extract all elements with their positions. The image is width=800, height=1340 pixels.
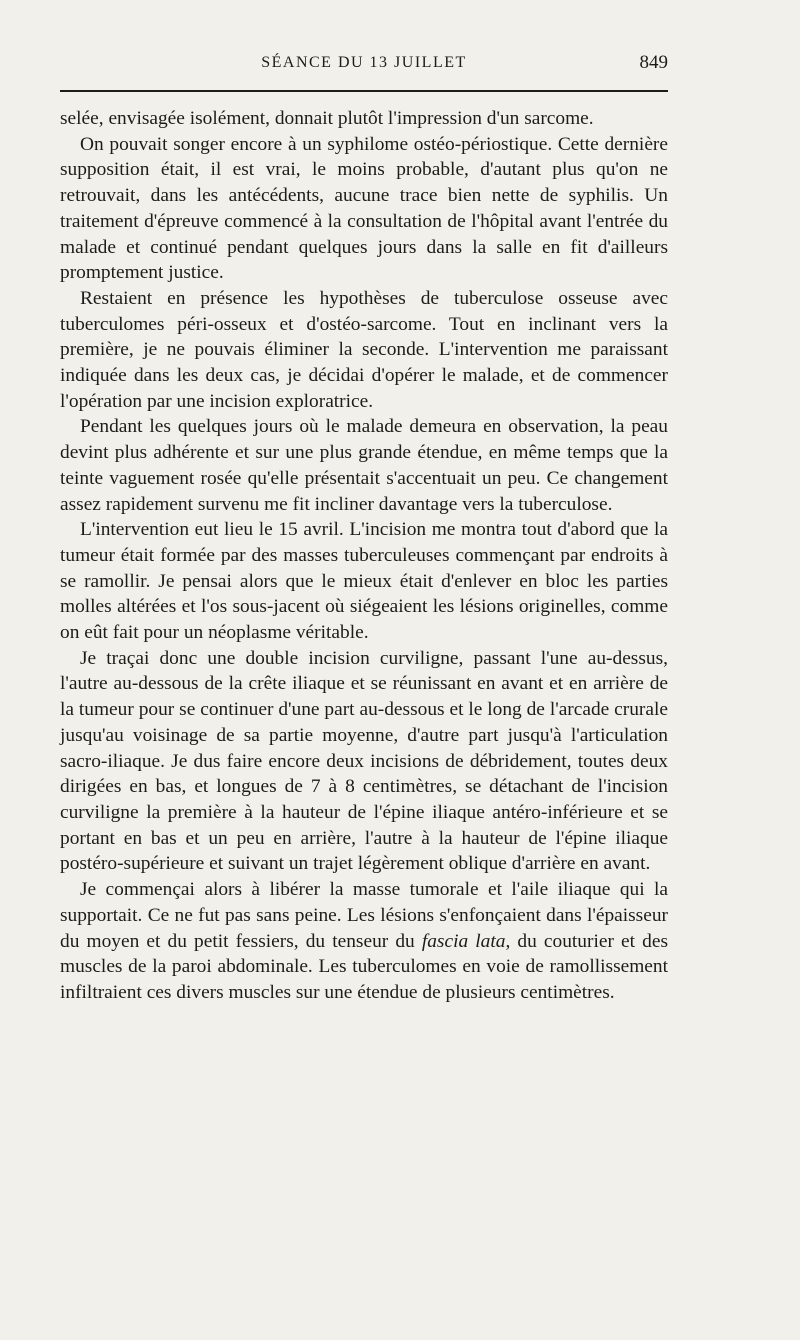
page-number: 849 — [639, 52, 668, 73]
paragraph-continuation: selée, envisagée isolément, donnait plutôt l'impression d'un sarcome. — [60, 108, 594, 129]
paragraph-hypotheses: Restaient en présence les hypothèses de tuberculose osseuse avec tuberculomes péri-osseux et d'ostéo-sarcome. Tout en inclinant vers la première, je ne pouvais éliminer la seconde. L'intervention me paraissant indiquée dans les deux cas, je décidai d'opérer le malade, et de commencer l'opération par une incision exploratrice. — [60, 287, 668, 412]
paragraph-observation: Pendant les quelques jours où le malade demeura en observation, la peau devint plus adhérente et sur une plus grande étendue, en même temps que la teinte vaguement rosée qu'elle présentait s'accentuait un peu. Ce changement assez rapidement survenu me fit incliner davantage vers la tuberculose. — [60, 416, 668, 515]
header-rule — [60, 90, 668, 92]
paragraph-intervention: L'intervention eut lieu le 15 avril. L'incision me montra tout d'abord que la tumeur était formée par des masses tuberculeuses commençant par endroits à se ramollir. Je pensai alors que le mieux était d'enlever en bloc les parties molles altérées et l'os sous-jacent où siégeaient les lésions originelles, comme on eût fait pour un néoplasme véritable. — [60, 519, 668, 644]
paragraph-incision: Je traçai donc une double incision curviligne, passant l'une au-dessus, l'autre au-dessous de la crête iliaque et se réunissant en avant et en arrière de la tumeur pour se continuer d'une part au-dessous et le long de l'arcade crurale jusqu'au voisinage de sa partie moyenne, d'autre part jusqu'à l'articulation sacro-iliaque. Je dus faire encore deux incisions de débridement, toutes deux dirigées en bas, et longues de 7 à 8 centimètres, se détachant de l'incision curviligne la première à la hauteur de l'épine iliaque antéro-inférieure et se portant en bas et un peu en arrière, l'autre à la hauteur de l'épine iliaque postéro-supérieure et suivant un trajet légèrement oblique d'arrière en avant. — [60, 647, 668, 875]
page-header — [60, 44, 668, 80]
fascia-lata-term: fascia lata — [421, 930, 506, 952]
paragraph-syphilome: On pouvait songer encore à un syphilome ostéo-périostique. Cette dernière supposition était, il est vrai, le moins probable, d'autant plus qu'on ne retrouvait, dans les antécédents, aucune trace bien nette de syphilis. Un traitement d'épreuve commencé à la consultation de l'hôpital avant l'entrée du malade et continué pendant quelques jours dans la salle en fit d'ailleurs promptement justice. — [60, 133, 668, 284]
paragraph-dissection — [60, 877, 668, 1006]
book-page — [60, 44, 668, 1006]
body-text — [60, 106, 668, 1006]
dissection-text-end: , du couturier et des muscles de la paroi abdominale. Les tuberculomes en voie de ramollissement infiltraient ces divers muscles sur une étendue de plusieurs centimètres. — [60, 930, 668, 1003]
dissection-text-start: Je commençai alors à libérer la masse tumorale et l'aile iliaque qui la supportait. Ce ne fut pas sans peine. Les lésions s'enfonçaient dans l'épaisseur du moyen et du petit fessiers, du tenseur du — [60, 879, 668, 952]
running-title: SÉANCE DU 13 JUILLET — [261, 54, 467, 71]
